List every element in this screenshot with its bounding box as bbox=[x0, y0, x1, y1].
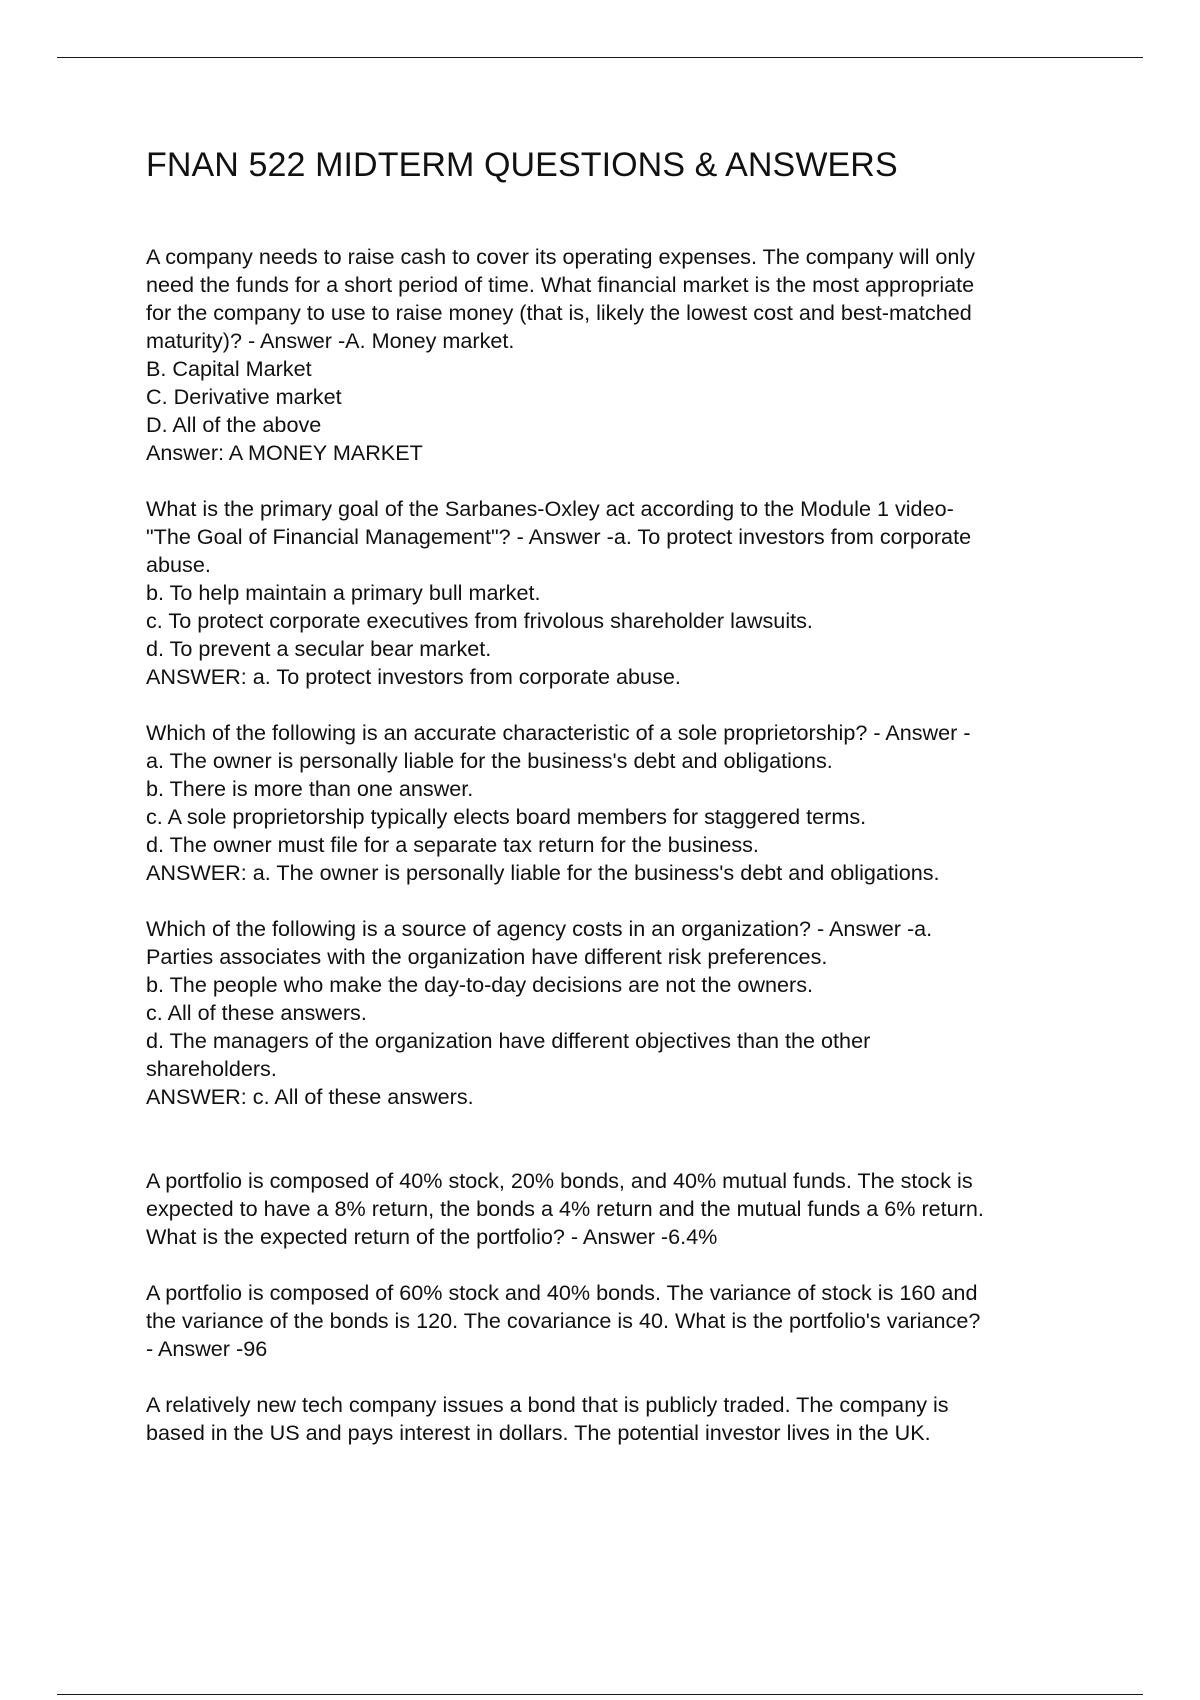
text-line: D. All of the above bbox=[146, 412, 322, 437]
text-line: maturity)? - Answer -A. Money market. bbox=[146, 328, 515, 353]
question-block-3 bbox=[146, 719, 1096, 887]
text-line: c. To protect corporate executives from frivolous shareholder lawsuits. bbox=[146, 608, 813, 633]
paragraph-gap bbox=[146, 1363, 1096, 1391]
bottom-rule bbox=[57, 1694, 1143, 1695]
text-line: shareholders. bbox=[146, 1056, 277, 1081]
question-block-4 bbox=[146, 915, 1096, 1111]
text-line: for the company to use to raise money (that is, likely the lowest cost and best-matched bbox=[146, 300, 972, 325]
text-line: Answer: A MONEY MARKET bbox=[146, 440, 423, 465]
text-line: d. The owner must file for a separate tax return for the business. bbox=[146, 832, 759, 857]
text-line: - Answer -96 bbox=[146, 1336, 268, 1361]
text-line: a. The owner is personally liable for the business's debt and obligations. bbox=[146, 748, 833, 773]
text-line: c. All of these answers. bbox=[146, 1000, 367, 1025]
text-line: What is the primary goal of the Sarbanes-Oxley act according to the Module 1 video- bbox=[146, 496, 954, 521]
text-line: c. A sole proprietorship typically elects board members for staggered terms. bbox=[146, 804, 867, 829]
text-line: B. Capital Market bbox=[146, 356, 312, 381]
text-line: A company needs to raise cash to cover its operating expenses. The company will only bbox=[146, 244, 976, 269]
text-line: expected to have a 8% return, the bonds a 4% return and the mutual funds a 6% return. bbox=[146, 1196, 984, 1221]
text-line: "The Goal of Financial Management"? - Answer -a. To protect investors from corporate bbox=[146, 524, 972, 549]
text-line: abuse. bbox=[146, 552, 211, 577]
paragraph-gap bbox=[146, 1111, 1096, 1167]
text-line: the variance of the bonds is 120. The covariance is 40. What is the portfolio's variance? bbox=[146, 1308, 981, 1333]
document-title: FNAN 522 MIDTERM QUESTIONS & ANSWERS bbox=[146, 146, 898, 184]
paragraph-gap bbox=[146, 1251, 1096, 1279]
text-line: ANSWER: c. All of these answers. bbox=[146, 1084, 474, 1109]
text-line: A portfolio is composed of 60% stock and 40% bonds. The variance of stock is 160 and bbox=[146, 1280, 978, 1305]
paragraph-gap bbox=[146, 467, 1096, 495]
text-line: Parties associates with the organization have different risk preferences. bbox=[146, 944, 828, 969]
text-line: d. The managers of the organization have different objectives than the other bbox=[146, 1028, 871, 1053]
paragraph-gap bbox=[146, 887, 1096, 915]
text-line: need the funds for a short period of time. What financial market is the most appropriate bbox=[146, 272, 975, 297]
question-block-7 bbox=[146, 1391, 1096, 1447]
document-body bbox=[146, 243, 1096, 1447]
top-rule bbox=[57, 57, 1143, 58]
text-line: d. To prevent a secular bear market. bbox=[146, 636, 492, 661]
text-line: Which of the following is a source of agency costs in an organization? - Answer -a. bbox=[146, 916, 933, 941]
text-line: Which of the following is an accurate characteristic of a sole proprietorship? - Answer - bbox=[146, 720, 971, 745]
paragraph-gap bbox=[146, 691, 1096, 719]
text-line: b. There is more than one answer. bbox=[146, 776, 474, 801]
text-line: What is the expected return of the portfolio? - Answer -6.4% bbox=[146, 1224, 718, 1249]
text-line: b. The people who make the day-to-day decisions are not the owners. bbox=[146, 972, 814, 997]
question-block-6 bbox=[146, 1279, 1096, 1363]
text-line: based in the US and pays interest in dollars. The potential investor lives in the UK. bbox=[146, 1420, 931, 1445]
text-line: A relatively new tech company issues a bond that is publicly traded. The company is bbox=[146, 1392, 949, 1417]
question-block-1 bbox=[146, 243, 1096, 467]
question-block-5 bbox=[146, 1167, 1096, 1251]
text-line: ANSWER: a. The owner is personally liable for the business's debt and obligations. bbox=[146, 860, 940, 885]
text-line: C. Derivative market bbox=[146, 384, 342, 409]
text-line: A portfolio is composed of 40% stock, 20% bonds, and 40% mutual funds. The stock is bbox=[146, 1168, 973, 1193]
text-line: b. To help maintain a primary bull market. bbox=[146, 580, 541, 605]
question-block-2 bbox=[146, 495, 1096, 691]
text-line: ANSWER: a. To protect investors from corporate abuse. bbox=[146, 664, 681, 689]
